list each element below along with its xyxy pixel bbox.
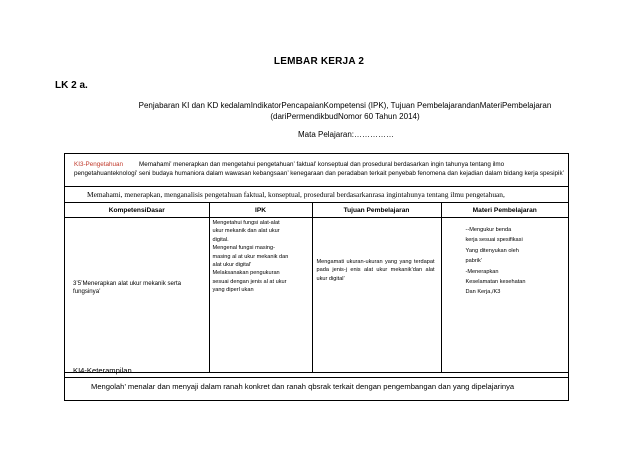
worksheet-frame: [64, 153, 569, 401]
table-row: [65, 218, 568, 373]
materi-line: --Mengukur benda: [465, 227, 512, 233]
cell-materi: [441, 218, 568, 373]
header-kompetensi-dasar: KompetensiDasar: [65, 203, 209, 218]
ipk-line: ukur mekanik dan alat ukur: [212, 228, 280, 235]
lk-label: LK 2 a.: [55, 80, 88, 91]
cell-ipk: [209, 218, 312, 373]
materi-line: Dan Kerja,/K3: [465, 289, 501, 296]
ipk-line: Mengetahui fungsi alat-alat: [212, 220, 280, 226]
document-subtitle: [110, 100, 580, 122]
ipk-line: Mengenal fungsi masing-: [212, 245, 275, 252]
ipk-line: yang diperl ukan: [212, 287, 254, 294]
ipk-line: alat ukur digital’: [212, 262, 252, 269]
cell-kd: 3’5’Menerapkan alat ukur mekanik serta fungsinya’: [65, 218, 209, 373]
ki4-text: Mengolah’ menalar dan menyaji dalam ranah konkret dan ranah qbsrak terkait dengan pengembangan dan yang dipelajarinya: [91, 382, 515, 391]
materi-line: pabrik’: [465, 258, 482, 265]
ipk-line: Melaksanakan pengukuran: [212, 270, 280, 277]
subtitle-line-1: Penjabaran KI dan KD kedalamIndikatorPencapaianKompetensi (IPK), Tujuan PembelajarandanMateriPembelajaran: [138, 101, 552, 110]
document-title: LEMBAR KERJA 2: [273, 56, 365, 67]
ki3-section: [74, 160, 564, 178]
header-materi: Materi Pembelajaran: [441, 203, 568, 218]
ipk-line: sesuai dengan jenis al at ukur: [212, 278, 287, 285]
competency-table: [65, 203, 568, 373]
table-header-row: [65, 203, 568, 218]
ipk-line: digital.: [212, 236, 229, 243]
ki3-band-text: Memahami, menerapkan, menganalisis pengetahuan faktual, konseptual, prosedural berdasarkanrasa ingintahunya tentang ilmu pengetahuan,: [65, 186, 568, 203]
materi-line: -Menerapkan: [465, 268, 499, 275]
subject-line: Mata Pelajaran:……………: [297, 130, 395, 139]
subtitle-line-2: (dariPermendikbudNomor 60 Tahun 2014): [270, 112, 420, 121]
materi-line: Keselamatan kesehatan: [465, 279, 526, 286]
ki4-label: KI4-Keterampilan: [73, 366, 132, 375]
header-ipk: IPK: [209, 203, 312, 218]
ki4-divider: [65, 377, 568, 378]
cell-tujuan: Mengamati ukuran-ukuran yang yang terdapat pada jenis-j enis alat ukur mekanik’dan alat ukur digital’: [312, 218, 441, 373]
materi-line: Yang ditenyukan oleh: [465, 247, 519, 254]
ipk-line: masing al at ukur mekanik dan: [212, 253, 289, 260]
ki3-text: Memahami’ menerapkan dan mengetahui pengetahuan’ faktual’ konseptual dan prosedural berdasarkan ingin tahunya tentang ilmo pengetahuanteknologi’ seni budaya humaniora dalam wawasan kebangsaan’ kenegaraan dan peradaban terkait penyebab fenomena dan kejadian dalam bidang kerja spesipik’: [74, 161, 564, 177]
header-tujuan: Tujuan Pembelajaran: [312, 203, 441, 218]
ki3-label: KI3-Pengetahuan: [74, 161, 124, 168]
materi-line: kerja sesuai spesifikasi: [465, 237, 523, 244]
